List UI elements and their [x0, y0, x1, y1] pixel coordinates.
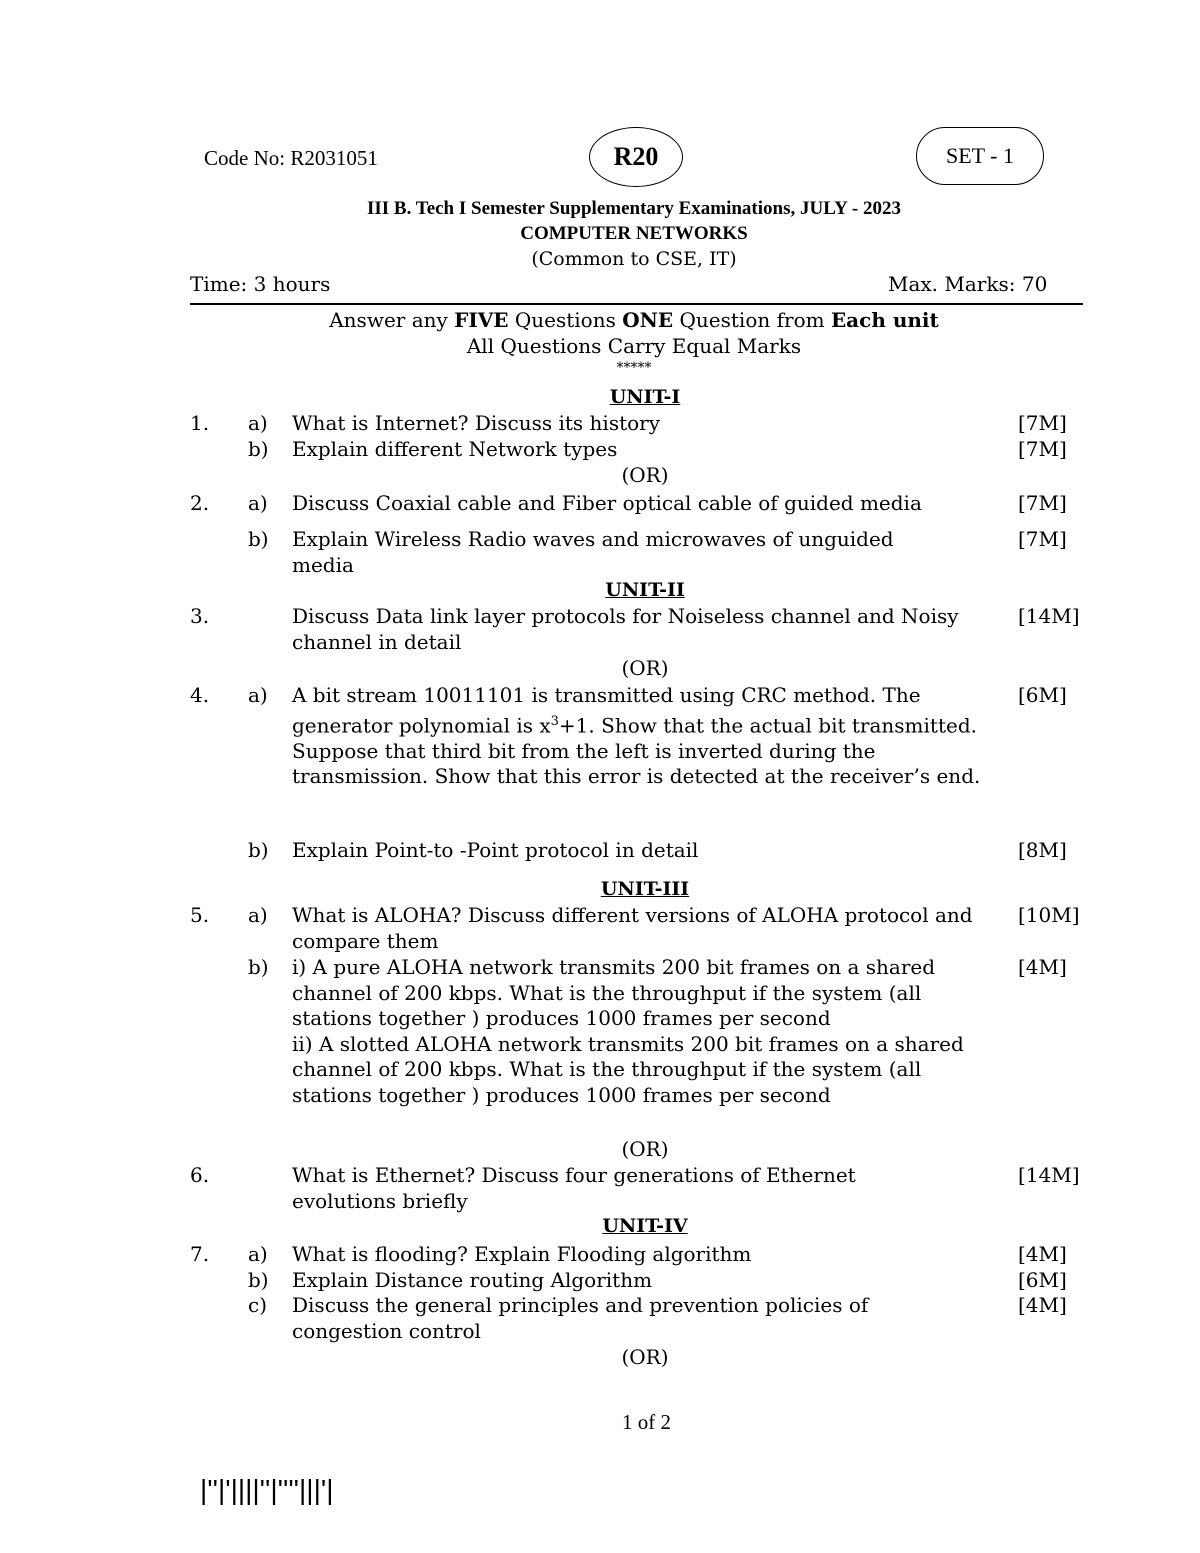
question-text: Explain different Network types	[292, 437, 618, 461]
sub-question-label: b)	[248, 955, 269, 979]
question-text: A bit stream 10011101 is transmitted using CRC method. The generator polynomial is $x^3+1$. Show that the actual bit transmitted. Suppose that third bit from the left is inverted during the transmission. Show that this error is detected at the receiver’s end.	[292, 683, 981, 789]
or-separator: (OR)	[621, 463, 669, 487]
stars-separator: *****	[616, 360, 652, 376]
header-divider	[190, 303, 1083, 305]
question-marks: [6M]	[1018, 683, 1067, 707]
question-text: What is flooding? Explain Flooding algorithm	[292, 1242, 752, 1266]
question-marks: [7M]	[1018, 527, 1067, 551]
sub-question-label: b)	[248, 1268, 269, 1292]
max-marks: Max. Marks: 70	[888, 272, 1048, 296]
question-number: 3.	[190, 604, 210, 628]
question-marks: [8M]	[1018, 838, 1067, 862]
question-number: 6.	[190, 1163, 210, 1187]
question-text: What is Internet? Discuss its history	[292, 411, 661, 435]
question-marks: [4M]	[1018, 1293, 1067, 1317]
question-marks: [14M]	[1018, 1163, 1080, 1187]
sub-question-label: a)	[248, 1242, 268, 1266]
unit-heading: UNIT-I	[609, 386, 681, 408]
unit-heading: UNIT-II	[605, 579, 685, 601]
or-separator: (OR)	[621, 1137, 669, 1161]
regulation-badge: R20	[589, 127, 683, 187]
sub-question-label: b)	[248, 838, 269, 862]
instruction-line-2: All Questions Carry Equal Marks	[466, 334, 802, 358]
question-marks: [14M]	[1018, 604, 1080, 628]
set-badge: SET - 1	[916, 127, 1044, 185]
question-number: 4.	[190, 683, 210, 707]
subject-title: COMPUTER NETWORKS	[520, 223, 748, 244]
unit-heading: UNIT-IV	[602, 1215, 688, 1237]
question-marks: [4M]	[1018, 955, 1067, 979]
question-number: 5.	[190, 903, 210, 927]
question-marks: [7M]	[1018, 411, 1067, 435]
question-marks: [7M]	[1018, 491, 1067, 515]
question-number: 2.	[190, 491, 210, 515]
time-duration: Time: 3 hours	[190, 272, 331, 296]
question-text: What is Ethernet? Discuss four generations of Ethernet evolutions briefly	[292, 1163, 856, 1213]
question-number: 7.	[190, 1242, 210, 1266]
unit-heading: UNIT-III	[600, 878, 690, 900]
sub-question-label: b)	[248, 437, 269, 461]
sub-question-label: a)	[248, 903, 268, 927]
question-marks: [10M]	[1018, 903, 1080, 927]
page-number: 1 of 2	[622, 1410, 671, 1434]
sub-question-label: c)	[248, 1293, 268, 1317]
question-text: What is ALOHA? Discuss different versions of ALOHA protocol and compare them	[292, 903, 973, 953]
question-text: Discuss Coaxial cable and Fiber optical cable of guided media	[292, 491, 922, 515]
code-number: Code No: R2031051	[204, 146, 378, 170]
question-text: Discuss the general principles and prevention policies of congestion control	[292, 1293, 869, 1343]
question-text: Explain Point-to -Point protocol in detail	[292, 838, 699, 862]
question-marks: [7M]	[1018, 437, 1067, 461]
question-number: 1.	[190, 411, 210, 435]
common-to: (Common to CSE, IT)	[531, 248, 737, 270]
question-marks: [6M]	[1018, 1268, 1067, 1292]
or-separator: (OR)	[621, 1345, 669, 1369]
barcode: |''|'||||''|''''|||'|	[200, 1474, 334, 1505]
instruction-line-1: Answer any FIVE Questions ONE Question from Each unit	[329, 308, 939, 332]
question-marks: [4M]	[1018, 1242, 1067, 1266]
question-text: Explain Wireless Radio waves and microwaves of unguided media	[292, 527, 894, 577]
sub-question-label: b)	[248, 527, 269, 551]
or-separator: (OR)	[621, 656, 669, 680]
question-text: Discuss Data link layer protocols for Noiseless channel and Noisy channel in detail	[292, 604, 959, 654]
exam-title: III B. Tech I Semester Supplementary Examinations, JULY - 2023	[367, 198, 901, 219]
question-text: i) A pure ALOHA network transmits 200 bit frames on a shared channel of 200 kbps. What is the throughput if the system (all stations together ) produces 1000 frames per second ii) A slotted ALOHA network transmits 200 bit frames on a shared channel of 200 kbps. What is the throughput if the system (all stations together ) produces 1000 frames per second	[292, 955, 964, 1107]
sub-question-label: a)	[248, 491, 268, 515]
sub-question-label: a)	[248, 683, 268, 707]
question-text: Explain Distance routing Algorithm	[292, 1268, 653, 1292]
sub-question-label: a)	[248, 411, 268, 435]
